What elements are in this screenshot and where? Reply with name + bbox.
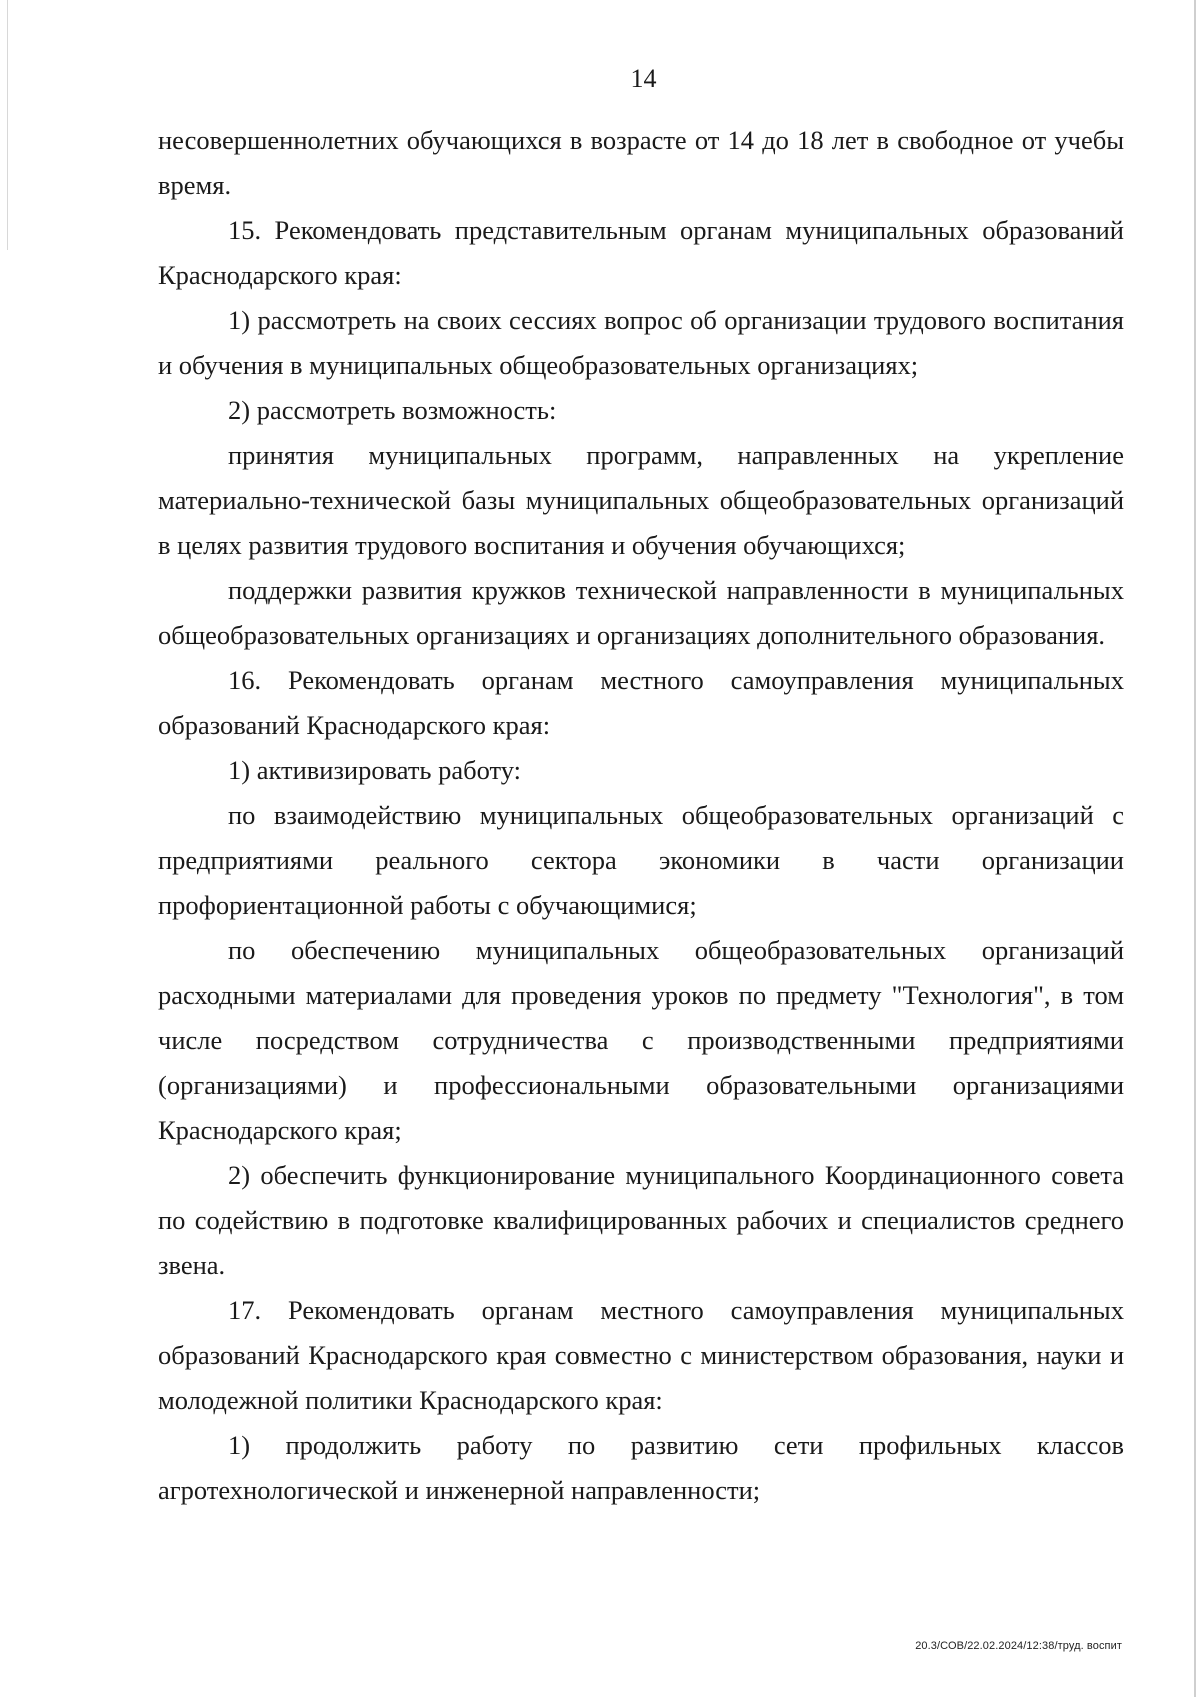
paragraph-item-15-2: 2) рассмотреть возможность: (228, 395, 557, 425)
paragraph-item-15: 15. Рекомендовать представительным органам муниципальных образований Краснодарского края: (158, 215, 1124, 290)
paragraph-item-15-2-b: поддержки развития кружков технической направленности в муниципальных общеобразовательных организациях и организациях дополнительного образования. (158, 575, 1124, 650)
paragraph-item-15-2-a: принятия муниципальных программ, направленных на укрепление материально-технической базы муниципальных общеобразовательных организаций в целях развития трудового воспитания и обучения обучающихся; (158, 440, 1124, 560)
scan-edge-left (7, 0, 8, 250)
paragraph-item-16-1-b: по обеспечению муниципальных общеобразовательных организаций расходными материалами для проведения уроков по предмету "Технология", в том числе посредством сотрудничества с производственными предприятиями (организациями) и профессиональными образовательными организациями Краснодарского края; (158, 935, 1124, 1145)
paragraph-item-16-2: 2) обеспечить функционирование муниципального Координационного совета по содействию в подготовке квалифицированных рабочих и специалистов среднего звена. (158, 1160, 1124, 1280)
paragraph-item-17: 17. Рекомендовать органам местного самоуправления муниципальных образований Краснодарского края совместно с министерством образования, науки и молодежной политики Краснодарского края: (158, 1295, 1124, 1415)
paragraph-continuation: несовершеннолетних обучающихся в возрасте от 14 до 18 лет в свободное от учебы время. (158, 125, 1124, 200)
document-body (158, 118, 1124, 1513)
paragraph-item-15-1: 1) рассмотреть на своих сессиях вопрос об организации трудового воспитания и обучения в муниципальных общеобразовательных организациях; (158, 305, 1124, 380)
paragraph-item-16: 16. Рекомендовать органам местного самоуправления муниципальных образований Краснодарского края: (158, 665, 1124, 740)
page-number: 14 (630, 64, 657, 93)
paragraph-item-16-1-a: по взаимодействию муниципальных общеобразовательных организаций с предприятиями реального сектора экономики в части организации профориентационной работы с обучающимися; (158, 800, 1124, 920)
paragraph-item-16-1: 1) активизировать работу: (228, 755, 522, 785)
document-code: 20.3/СОВ/22.02.2024/12:38/труд. воспит (915, 1640, 1122, 1652)
scan-edge-right (1194, 0, 1196, 1697)
paragraph-item-17-1: 1) продолжить работу по развитию сети профильных классов агротехнологической и инженерной направленности; (158, 1430, 1124, 1505)
